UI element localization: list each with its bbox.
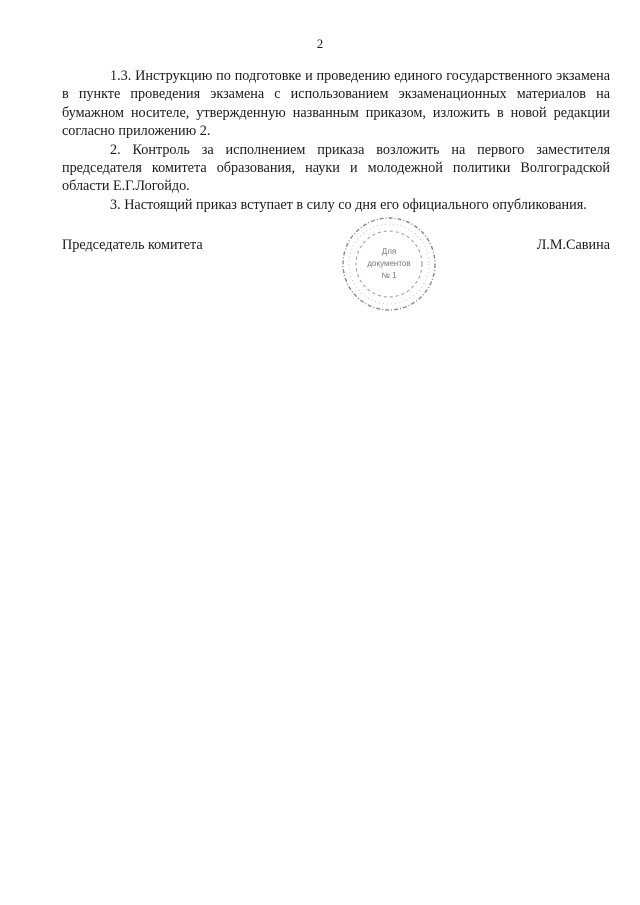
stamp-line-1: Для <box>381 247 397 256</box>
paragraph-2: 2. Контроль за исполнением приказа возложить на первого заместителя председателя комитета образования, науки и молодежной политики Волгоградской области Е.Г.Логойдо. <box>62 141 610 195</box>
signatory-position: Председатель комитета <box>62 237 203 253</box>
page-number: 2 <box>316 36 324 51</box>
document-body <box>62 67 610 214</box>
stamp-line-2: документов <box>367 259 411 268</box>
paragraph-1-3: 1.3. Инструкцию по подготовке и проведению единого государственного экзамена в пункте проведения экзамена с использованием экзаменационных материалов на бумажном носителе, утвержденную названным приказом, изложить в новой редакции согласно приложению 2. <box>62 68 610 140</box>
official-stamp <box>339 214 439 314</box>
stamp-line-3: № 1 <box>381 271 397 280</box>
paragraph-3: 3. Настоящий приказ вступает в силу со дня его официального опубликования. <box>110 196 587 213</box>
signatory-name: Л.М.Савина <box>536 237 610 253</box>
